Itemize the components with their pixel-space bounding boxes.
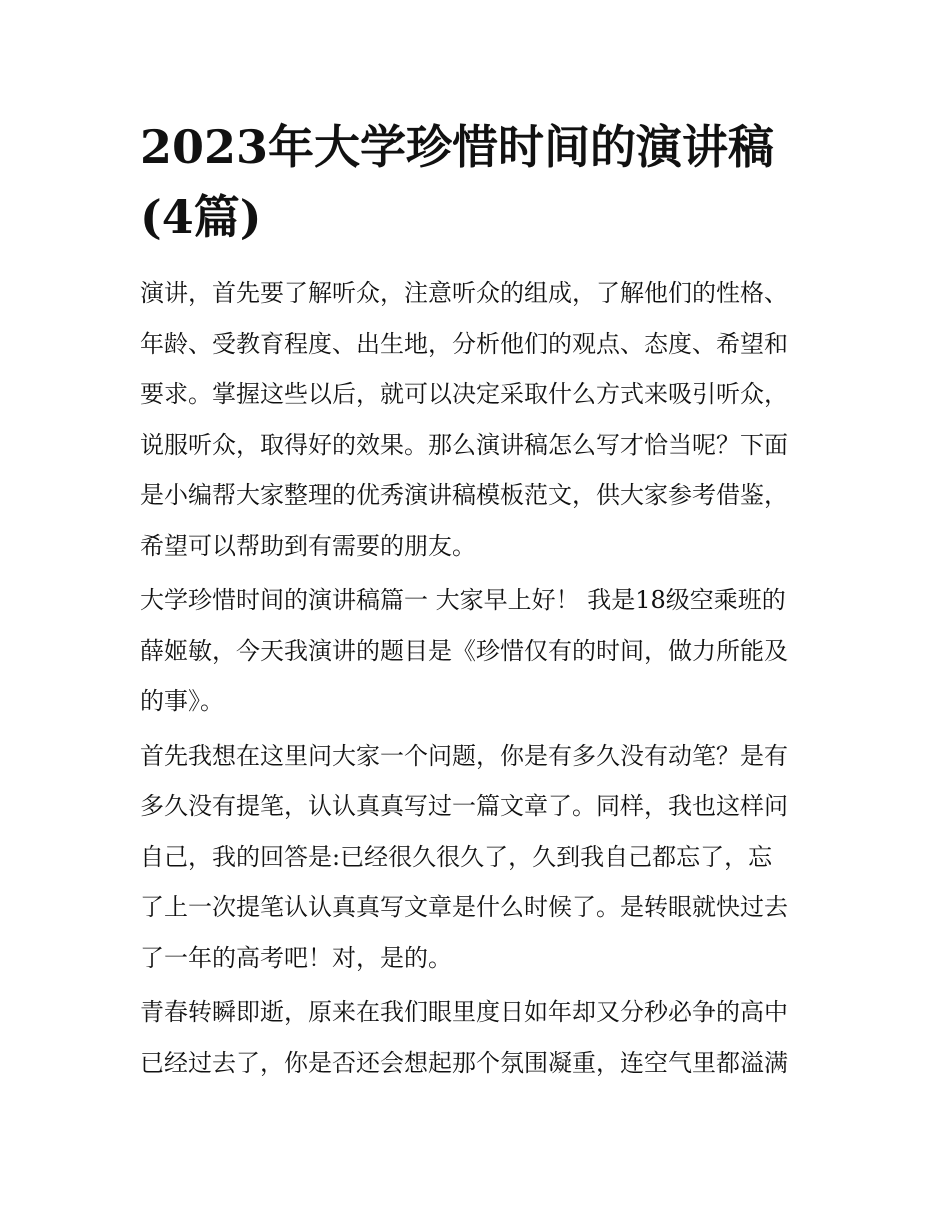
paragraph-intro (140, 268, 812, 571)
text-line: 首先我想在这里问大家一个问题，你是有多久没有动笔？是有 (140, 741, 788, 770)
title-line: (4篇) (140, 190, 262, 244)
text-line: 了一年的高考吧！对，是的。 (140, 943, 452, 972)
paragraph-youth (140, 987, 812, 1088)
text-line: 要求。掌握这些以后，就可以决定采取什么方式来吸引听众， (140, 380, 788, 408)
text-line: 希望可以帮助到有需要的朋友。 (140, 531, 476, 560)
document-title (140, 112, 812, 252)
text-line: 多久没有提笔，认认真真写过一篇文章了。同样，我也这样问 (140, 792, 788, 820)
paragraph-question (140, 731, 812, 984)
text-line: 自己，我的回答是:已经很久很久了，久到我自己都忘了，忘 (140, 842, 773, 871)
text-line: 青春转瞬即逝，原来在我们眼里度日如年却又分秒必争的高中 (140, 998, 788, 1026)
document-page (140, 112, 812, 1092)
text-line: 大学珍惜时间的演讲稿篇一 大家早上好！ 我是18级空乘班的 (140, 586, 786, 614)
text-line: 的事》。 (140, 687, 224, 715)
text-line: 了上一次提笔认认真真写文章是什么时候了。是转眼就快过去 (140, 893, 788, 921)
text-line: 是小编帮大家整理的优秀演讲稿模板范文，供大家参考借鉴， (140, 481, 788, 509)
text-line: 已经过去了，你是否还会想起那个氛围凝重，连空气里都溢满 (140, 1048, 788, 1077)
title-line: 2023年大学珍惜时间的演讲稿 (140, 120, 775, 174)
text-line: 演讲，首先要了解听众，注意听众的组成，了解他们的性格、 (140, 279, 788, 307)
text-line: 薛姬敏，今天我演讲的题目是《珍惜仅有的时间，做力所能及 (140, 636, 788, 665)
paragraph-speech-one-opening (140, 575, 812, 727)
text-line: 说服听众，取得好的效果。那么演讲稿怎么写才恰当呢？下面 (140, 430, 788, 459)
text-line: 年龄、受教育程度、出生地，分析他们的观点、态度、希望和 (140, 329, 788, 358)
